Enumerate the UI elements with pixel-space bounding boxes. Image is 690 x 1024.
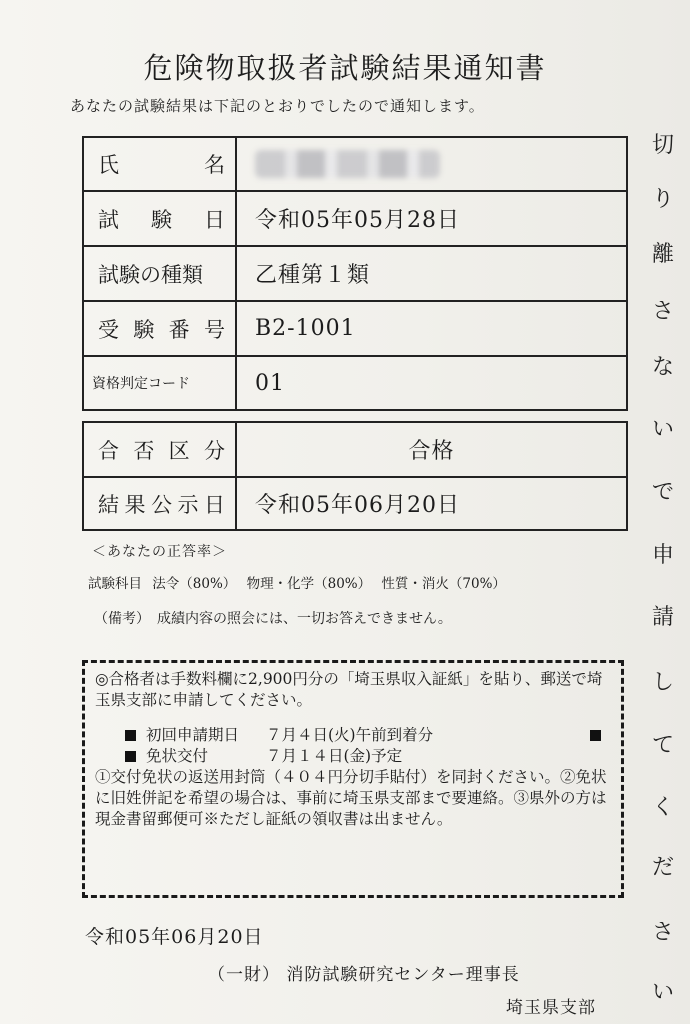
qualification-code-value: 01 [255,370,285,396]
row-exam-number [84,300,626,355]
notice-paragraph: ◎合格者は手数料欄に2,900円分の「埼玉県収入証紙」を貼り、郵送で埼玉県支部に申請してください。 [95,670,603,709]
schedule-item: 初回申請期日 ７月４日(火)午前到着分 [125,725,611,746]
square-bullet-icon [125,751,136,762]
document-title: 危険物取扱者試験結果通知書 [143,51,547,85]
qualification-code-label: 資格判定コード [84,357,237,409]
row-announce-date [84,476,626,529]
info-table [82,136,628,411]
row-qualification-code [84,355,626,409]
square-bullet-icon [125,730,136,741]
rate-item: 物理・化学（80%） [246,576,372,592]
issuer-branch: 埼玉県支部 [506,998,596,1018]
announce-date-value: 令和05年06月20日 [255,493,460,518]
notice-box [82,660,624,898]
schedule-list [125,725,611,767]
notice-document: 危険物取扱者試験結果通知書 あなたの試験結果は下記のとおりでしたので通知します。 氏 名 試 験 日 令和05年05月28日 試験の種類 乙種第１類 受 験 番 号 B2-1001 資格判定コード 01 合 否 区 分 合格 結 果 公 示 日 令和05年06月20日 ＜あなたの正答率＞ 試験科目 法令（80%） 物理・化学（80%） 性質・消火（70%） （備考） 成績内容の照会には、一切お答えできません。 ◎合格者は手数料欄に2,900円分の「埼玉県収入証紙」を貼り、郵送で埼玉県支部に申請してください。 初回申請期日 ７月４日(火)午前到着分 免状交付 ７月１４日(金)予定 ①交付免状の返送用封筒（４０４円分切手貼付）を同封ください。②免状に旧姓併記を希望の場合は、事前に埼玉県支部まで要連絡。③県外の方は現金書留郵便可※ただし証紙の領収書は出ません。 令和05年06月20日 （一財） 消防試験研究センター理事長 埼玉県支部 切 り 離 さ な い で 申 請 し て く だ さ い [0,0,690,1024]
correct-rate-line [88,572,512,592]
square-bullet-icon [590,730,601,741]
issuer-name: （一財） 消防試験研究センター理事長 [208,965,520,985]
rate-item: 法令（80%） [152,576,237,592]
announce-date-label: 結 果 公 示 日 [84,478,237,529]
pass-fail-label: 合 否 区 分 [84,423,237,476]
result-table [82,421,628,531]
exam-number-label: 受 験 番 号 [84,302,237,355]
exam-number-value: B2-1001 [255,316,356,341]
document-subtitle: あなたの試験結果は下記のとおりでしたので通知します。 [70,97,485,115]
redaction-blur [255,150,440,178]
exam-date-value: 令和05年05月28日 [255,208,460,233]
schedule-item: 免状交付 ７月１４日(金)予定 [125,746,611,767]
remarks-note: （備考） 成績内容の照会には、一切お答えできません。 [94,611,452,627]
issue-date: 令和05年06月20日 [85,926,264,948]
row-pass-fail [84,423,626,476]
subject-label: 試験科目 [88,576,142,592]
exam-date-label: 試 験 日 [84,192,237,245]
exam-type-value: 乙種第１類 [255,263,371,288]
row-exam-date [84,190,626,245]
name-label: 氏 名 [84,138,237,190]
row-exam-type [84,245,626,300]
exam-type-label: 試験の種類 [84,247,237,300]
rate-item: 性質・消火（70%） [381,576,506,592]
correct-rate-heading: ＜あなたの正答率＞ [92,544,227,560]
notice-instructions: ①交付免状の返送用封筒（４０４円分切手貼付）を同封ください。②免状に旧姓併記を希望の場合は、事前に埼玉県支部まで要連絡。③県外の方は現金書留郵便可※ただし証紙の領収書は出ません。 [95,768,607,828]
name-value-redacted [237,138,626,190]
row-name [84,138,626,190]
pass-fail-value: 合格 [408,439,455,464]
